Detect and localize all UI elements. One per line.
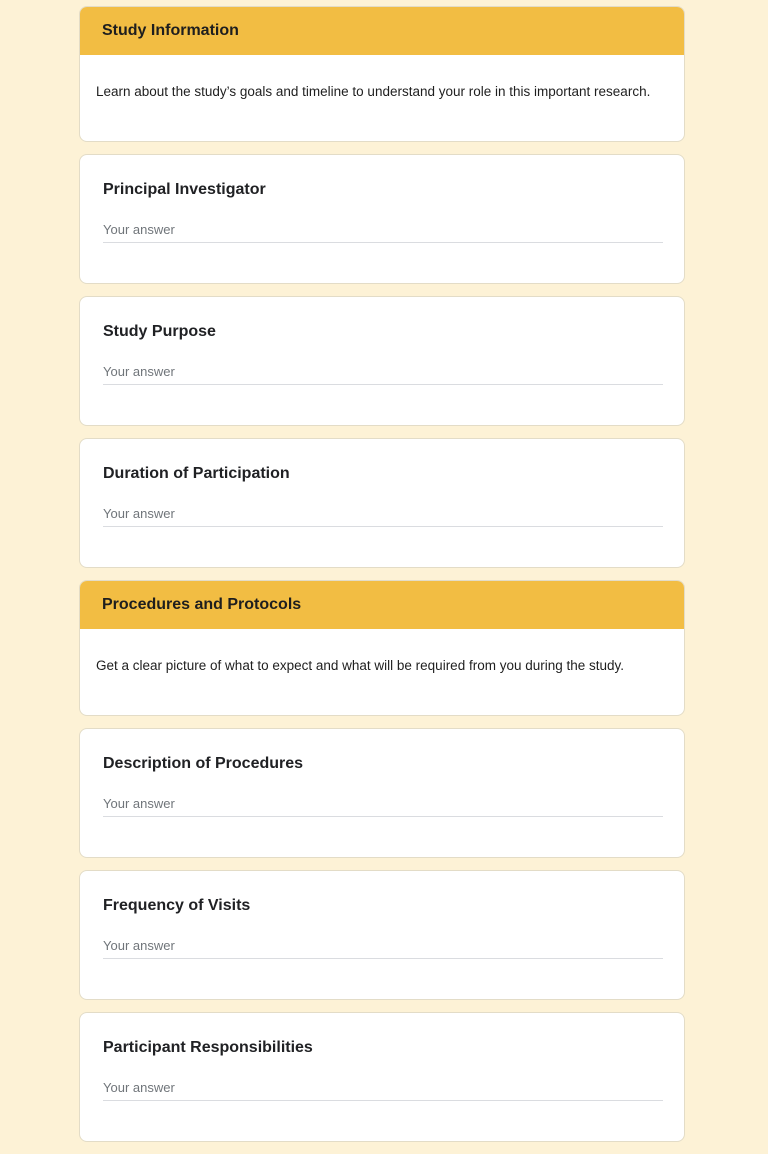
question-card-principal-investigator [79,154,685,284]
question-title: Study Purpose [103,323,216,340]
question-card-duration-of-participation [79,438,685,568]
section-description: Learn about the study’s goals and timeline to understand your role in this important research. [96,84,651,99]
section-card-study-information [79,6,685,142]
principal-investigator-input[interactable] [103,222,663,243]
form-column [79,6,685,1154]
question-card-frequency-of-visits [79,870,685,1000]
duration-of-participation-input[interactable] [103,506,663,527]
section-card-procedures-and-protocols [79,580,685,716]
study-purpose-input[interactable] [103,364,663,385]
question-title: Duration of Participation [103,465,290,482]
question-title: Frequency of Visits [103,897,251,914]
section-header: Study Information [80,7,684,55]
question-card-study-purpose [79,296,685,426]
participant-responsibilities-input[interactable] [103,1080,663,1101]
question-title: Principal Investigator [103,181,266,198]
question-card-description-of-procedures [79,728,685,858]
section-header: Procedures and Protocols [80,581,684,629]
section-description: Get a clear picture of what to expect and what will be required from you during the study. [96,658,625,673]
question-card-participant-responsibilities [79,1012,685,1142]
description-of-procedures-input[interactable] [103,796,663,817]
question-title: Participant Responsibilities [103,1039,313,1056]
frequency-of-visits-input[interactable] [103,938,663,959]
question-title: Description of Procedures [103,755,304,772]
